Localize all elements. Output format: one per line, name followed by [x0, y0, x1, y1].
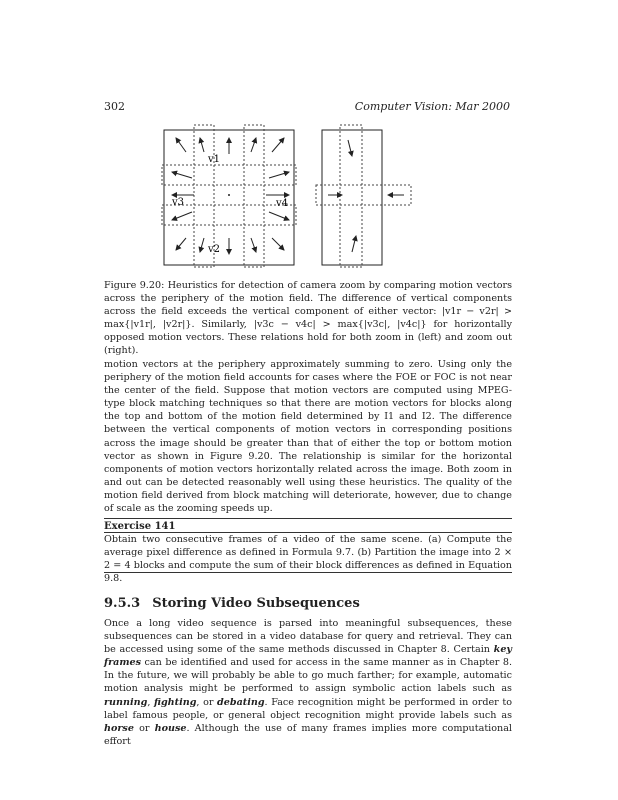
- section-title: Storing Video Subsequences: [152, 596, 360, 611]
- text-run: Once a long video sequence is parsed into meaningful subsequences, these subsequences can be stored in a video database for query and retrieval. They can be accessed using some of the same methods discussed in Chapter 8. Certain: [104, 618, 512, 656]
- arrow: [200, 238, 204, 252]
- zoom-heuristics-figure: [104, 120, 524, 280]
- arrow: [251, 138, 256, 152]
- v3-label: v3: [172, 197, 185, 208]
- horse-term: horse: [104, 722, 134, 734]
- text-run: , or: [196, 696, 218, 708]
- arrow: [251, 238, 256, 252]
- zoom-out-column-dashed: [340, 125, 362, 267]
- exercise-top-rule: [104, 518, 512, 519]
- debating-term: debating: [217, 696, 265, 708]
- v2-label: v2: [208, 244, 221, 255]
- arrow: [272, 138, 284, 152]
- center-dot: [228, 194, 230, 196]
- arrow: [176, 238, 186, 250]
- arrow: [172, 172, 192, 178]
- text-run: . Face recognition might be performed in order to label famous people, or general object recognition might provide labels such as: [104, 696, 512, 721]
- section-heading: [104, 596, 360, 611]
- running-term: running: [104, 696, 148, 708]
- v1-label: v1: [208, 154, 221, 165]
- text-run: can be identified and used for access in the same manner as in Chapter 8. In the future, we will probably be able to go much farther; for example, automatic motion analysis might be performed to assign symbolic action labels such as: [104, 657, 512, 695]
- text-run: . Although the use of many frames implies more computational effort: [104, 722, 512, 747]
- arrow: [176, 138, 186, 152]
- text-run: ,: [147, 696, 154, 708]
- arrow: [200, 138, 204, 152]
- exercise-bottom-rule: [104, 572, 512, 573]
- body-paragraph-1: motion vectors at the periphery approximately summing to zero. Using only the periphery of the motion field accounts for cases where the FOE or FOC is not near the center of the field. Suppose that motion vectors are computed using MPEG-type block matching techniques so that there are motion vectors for blocks along the top and bottom of the motion field determined by I1 and I2. The difference between the vertical components of motion vectors in corresponding positions across the image should be greater than that of either the top or bottom motion vector as shown in Figure 9.20. The relationship is similar for the horizontal components of motion vectors horizontally related across the image. Both zoom in and out can be detected reasonably well using these heuristics. The quality of the motion field derived from block matching will deteriorate, however, due to change of scale as the zooming speeds up.: [104, 359, 512, 515]
- page-number: 302: [104, 100, 125, 113]
- fighting-term: fighting: [153, 696, 197, 708]
- arrow: [269, 212, 289, 220]
- arrow: [352, 236, 356, 252]
- section-number: 9.5.3: [104, 596, 141, 611]
- figure-caption: Figure 9.20: Heuristics for detection of camera zoom by comparing motion vectors across the periphery of the motion field. The difference of vertical components across the field exceeds the vertical component of either vector: |v1r − v2r| > max{|v1r|, |v2r|}. Similarly, |v3c − v4c| > max{|v3c|, |v4c|} for horizontally opposed motion vectors. These relations hold for both zoom in (left) and zoom out (right).: [104, 280, 512, 357]
- arrow: [172, 212, 192, 220]
- zoom-out-frame: [322, 130, 382, 265]
- zoom-in-panel: [162, 125, 296, 267]
- exercise-body: Obtain two consecutive frames of a video of the same scene. (a) Compute the average pixel difference as defined in Formula 9.7. (b) Partition the image into 2 × 2 = 4 blocks and compute the sum of their block differences as defined in Equation 9.8.: [104, 534, 512, 585]
- arrow: [272, 238, 284, 250]
- text-run: or: [133, 722, 155, 734]
- arrow: [269, 172, 289, 178]
- running-title: Computer Vision: Mar 2000: [354, 100, 510, 113]
- key-frames-term: key frames: [104, 644, 512, 669]
- v4-label: v4: [276, 198, 289, 209]
- exercise-title: Exercise 141: [104, 521, 176, 532]
- arrow: [348, 140, 352, 156]
- zoom-out-panel: [316, 125, 411, 267]
- house-term: house: [154, 722, 187, 734]
- body-paragraph-2: [104, 617, 512, 748]
